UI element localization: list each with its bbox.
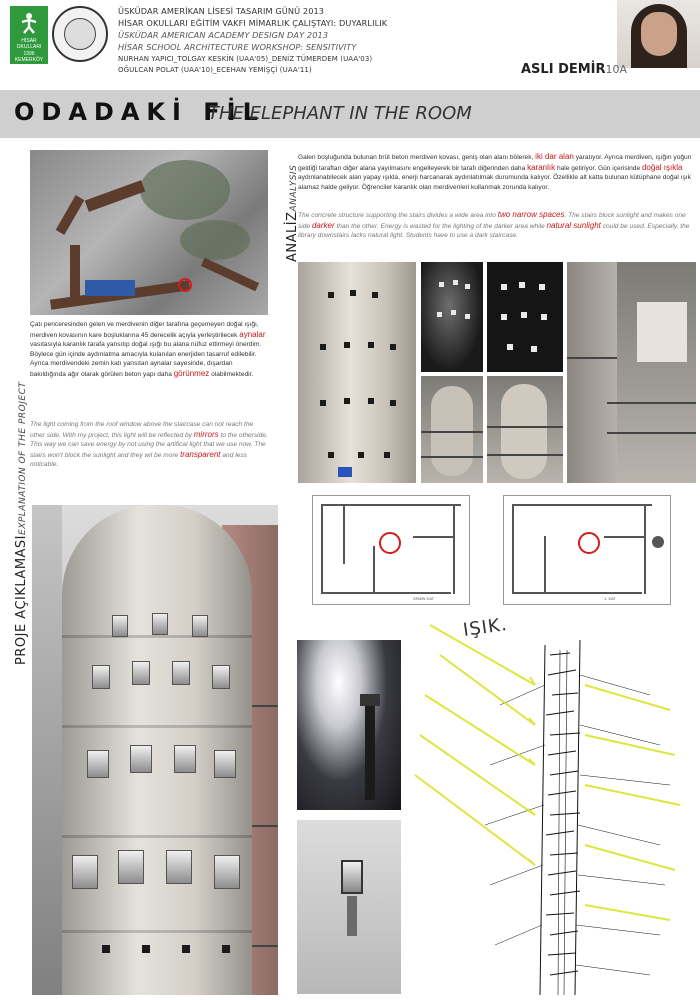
staircase-exterior-photo (298, 262, 416, 483)
analysis-text-en: The concrete structure supporting the stairs divides a wide area into two narrow spaces. The stairs block sunlight and makes one side darker than the other. Energy is wasted for the lighting of the darker area while natural sunlight could be used. Especially, the library downstairs lacks natural light. Students have to use a dark staircase. (298, 210, 690, 240)
ground-floor-plan: ZEMİN KAT (312, 495, 470, 605)
analysis-highlight-3: doğal ışıkla (641, 162, 683, 172)
project-highlight-1: aynalar (239, 329, 266, 339)
project-label: PROJE AÇIKLAMASIEXPLANATION OF THE PROJECT (14, 381, 29, 665)
header-line-6: OĞULCAN POLAT (UAA'10)_ECEHAN YEMİŞÇİ (UAA'11) (118, 66, 312, 74)
project-text-tr: Çatı penceresinden gelen ve merdivenin diğer tarafına geçemeyen doğal ışığı, merdiven kovasının kare boşluklarına 45 derecelik açıyla yerleştirilecek aynalar vasıtasıyla karanlık tarafa yansıtıp doğal ışığı bu alana nüfuz ettirmeyi önerdim. Böylece gün içinde aydınlatma amacıyla kulanılan enerjiden tasarruf edilebilir. Ayrıca merdivendeki zemin katı yansıtan aynalar sayesinde, dışardan bakıldığında ağır olarak görülen beton yapı daha görünmez olabilmektedir. (30, 321, 266, 378)
analysis-label-en: ANALYSIS (289, 164, 299, 212)
header-line-1: ÜSKÜDAR AMERİKAN LİSESİ TASARIM GÜNÜ 2013 (118, 6, 325, 16)
header-line-2: HİSAR OKULLARI EĞİTİM VAKFI MİMARLIK ÇALIŞTAYI: DUYARLILIK (118, 18, 388, 28)
student-name: ASLI DEMİR10A (521, 62, 628, 77)
project-highlight-2: görünmez (173, 368, 210, 378)
logo-text-year: 1996 (23, 51, 35, 57)
project-en-highlight-1: mirrors (193, 429, 219, 439)
analysis-en-highlight-3: natural sunlight (546, 220, 601, 230)
project-label-en: EXPLANATION OF THE PROJECT (18, 381, 28, 535)
gallery-space-photo (567, 262, 696, 483)
mirror-closeup-photo (297, 820, 401, 994)
reflection-test-photo (297, 640, 401, 810)
aerial-site-photo (30, 150, 268, 315)
staircase-interior-photo-1 (421, 262, 483, 372)
analysis-text-tr: Galeri boşluğunda bulunan brüt beton merdiven kovası, geniş olan alanı bölerek, iki dar alan yaratıyor. Ayrıca merdiven, ışığın yoğun geldiği taraftan diğer alana yayılmasını engelleyerek bir tarafı diğerinden daha karanlık hale getiriyor. Gün içerisinde doğal ışıkla aydınlanabilecek alan yapay ışıkla, enerji harcanarak aydınlatılmak durumunda kalıyor. Özellikle alt katta bulunan kütüphane doğal ışık alamaz halde geliyor. Öğrenciler karanlık olan merdivenleri kullanmak zorunda kalıyor. (298, 152, 692, 191)
analysis-highlight-1: iki dar alan (535, 152, 574, 161)
student-portrait (617, 0, 700, 68)
school-logo (10, 6, 48, 64)
header-line-5: NURHAN YAPICI_TOLGAY KESKİN (UAA'05)_DENİZ TÜMERDEM (UAA'03) (118, 55, 373, 63)
analysis-highlight-2: karanlık (527, 162, 556, 172)
staircase-interior-photo-4 (487, 376, 563, 483)
title-english: THE ELEPHANT IN THE ROOM (208, 103, 472, 124)
student-class: 10A (605, 63, 628, 76)
logo-text-hisar: HİSAR (21, 38, 37, 44)
project-text-en: The light coming from the roof window above the staircase can not reach the other side. With my project, this light will be reflected by mirrors to the otherside. This way we can save energy by not using the artifical light that we use now. The stairs won't block the sunlight and they wil be more transparent and less noticable. (30, 421, 268, 469)
title-bar (0, 90, 700, 138)
analysis-label: ANALİZANALYSIS (285, 164, 300, 262)
header-line-4: HİSAR SCHOOL ARCHITECTURE WORKSHOP: SENSITIVITY (118, 42, 357, 52)
logo-text-okullari: OKULLARI (16, 44, 42, 50)
mirror-proposal-render (32, 505, 278, 995)
logo-text-place: KEMERKÖY (14, 57, 44, 63)
staircase-interior-photo-2 (487, 262, 563, 372)
first-floor-plan: 1. KAT (503, 495, 671, 605)
analysis-en-highlight-1: two narrow spaces (497, 210, 565, 219)
light-reflection-sketch (410, 615, 695, 1000)
project-en-highlight-2: transparent (180, 449, 221, 459)
staircase-interior-photo-3 (421, 376, 483, 483)
analysis-en-highlight-2: darker (311, 220, 335, 230)
header-line-3: ÜSKÜDAR AMERICAN ACADEMY DESIGN DAY 2013 (118, 30, 329, 40)
person-icon (19, 12, 39, 34)
site-marker-circle (178, 278, 192, 292)
sketch-annotation: IŞIK. (461, 614, 509, 641)
academy-seal-logo (52, 6, 108, 62)
title-turkish: ODADAKİ FİL (14, 98, 265, 126)
